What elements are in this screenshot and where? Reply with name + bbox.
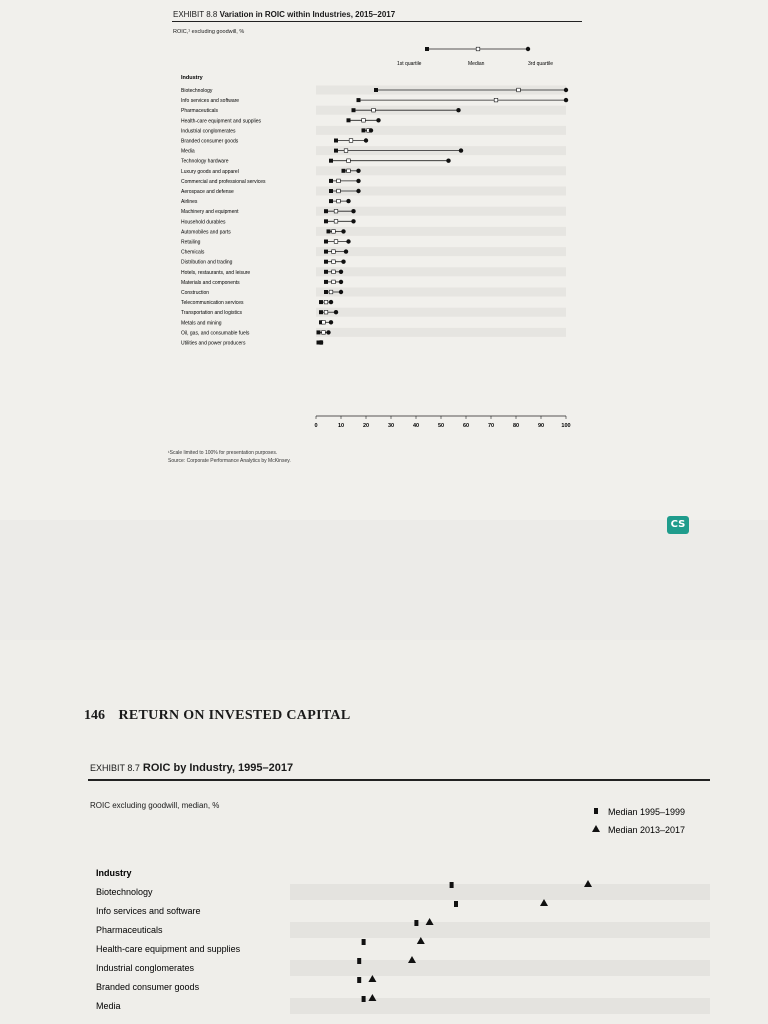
row-band [316,227,566,236]
median-marker [332,250,336,254]
median-marker [347,169,351,173]
row-band [290,998,710,1014]
quartile3-marker [356,179,360,183]
median-marker [332,280,336,284]
industry-label: Technology hardware [181,158,229,165]
median-1995-1999-marker [357,977,361,983]
quartile3-marker [341,260,345,264]
industry-label: Health-care equipment and supplies [181,118,262,125]
legend-quartile1-marker [425,47,429,51]
quartile3-marker [456,108,460,112]
quartile3-marker [564,88,568,92]
quartile1-marker [334,139,338,143]
median-1995-1999-marker [357,958,361,964]
median-2013-2017-marker [540,899,548,906]
quartile3-marker [446,159,450,163]
x-tick-label: 0 [314,423,318,429]
exhibit-top-footnote: ¹Scale limited to 100% for presentation purposes. [168,450,278,456]
quartile3-marker [376,118,380,122]
quartile1-marker [347,118,351,122]
quartile1-marker [329,179,333,183]
industry-label: Branded consumer goods [181,138,239,145]
industry-label: Oil, gas, and consumable fuels [181,330,250,337]
quartile1-marker [319,300,323,304]
quartile3-marker [344,249,348,253]
row-band [316,328,566,337]
industry-label: Commercial and professional services [181,178,266,185]
quartile1-marker [334,149,338,153]
median-marker [324,310,328,314]
median-2013-2017-marker [368,994,376,1001]
median-marker [337,179,341,183]
quartile3-marker [351,209,355,213]
exhibit-top-subtitle: ROIC,¹ excluding goodwill, % [173,29,245,35]
quartile1-marker [362,128,366,132]
median-1995-1999-marker [414,920,418,926]
x-tick-label: 100 [561,423,571,429]
quartile3-marker [364,138,368,142]
quartile3-marker [319,340,323,344]
industry-label: Retailing [181,239,201,246]
industry-label: Household durables [181,219,226,226]
median-1995-1999-marker [450,882,454,888]
exhibit-bottom-subtitle: ROIC excluding goodwill, median, % [90,801,220,810]
industry-label: Biotechnology [96,887,153,897]
x-tick-label: 10 [337,423,345,429]
median-marker [324,300,328,304]
legend-square-icon [594,808,598,814]
median-marker [332,260,336,264]
median-marker [332,230,336,234]
median-marker [337,199,341,203]
median-marker [322,321,326,325]
x-tick-label: 40 [412,423,420,429]
median-marker [517,88,521,92]
industry-label: Telecommunication services [181,300,244,307]
quartile1-marker [352,108,356,112]
row-band [290,960,710,976]
median-marker [372,108,376,112]
exhibit-top-source: Source: Corporate Performance Analytics by McKinsey. [168,458,291,464]
page-running-title: RETURN ON INVESTED CAPITAL [118,708,351,723]
median-marker [362,119,366,123]
median-marker [349,139,353,143]
quartile3-marker [339,280,343,284]
row-band [316,267,566,276]
quartile3-marker [339,290,343,294]
industry-label: Health-care equipment and supplies [96,944,241,954]
row-band [316,247,566,256]
row-band [316,126,566,135]
median-marker [347,159,351,163]
median-roic-chart [0,640,768,1024]
row-band [316,308,566,317]
industry-axis-label: Industry [181,75,203,81]
industry-label: Chemicals [181,249,205,256]
industry-label: Luxury goods and apparel [181,168,239,175]
median-1995-1999-marker [362,996,366,1002]
x-tick-label: 20 [362,423,370,429]
quartile1-marker [357,98,361,102]
median-2013-2017-marker [426,918,434,925]
industry-label: Info services and software [181,98,240,105]
industry-axis-label-bottom: Industry [96,868,132,878]
quartile3-marker [459,148,463,152]
x-tick-label: 50 [437,423,445,429]
row-band [290,884,710,900]
legend-label: Median [468,61,485,67]
median-marker [344,149,348,153]
x-tick-label: 80 [512,423,520,429]
industry-label: Utilities and power producers [181,340,246,347]
industry-label: Materials and components [181,279,240,286]
quartile3-marker [329,300,333,304]
quartile3-marker [339,270,343,274]
industry-label: Construction [181,290,210,296]
median-marker [329,290,333,294]
legend-label: 1st quartile [397,61,422,67]
legend-label: Median 1995–1999 [608,807,686,817]
quartile3-marker [356,189,360,193]
legend-label: 3rd quartile [528,61,554,67]
legend-quartile3-marker [526,47,530,51]
quartile3-marker [346,199,350,203]
legend-median-marker [476,47,480,51]
quartile1-marker [324,250,328,254]
exhibit-bottom-title: ROIC by Industry, 1995–2017 [142,762,294,774]
camscanner-badge: CS [667,516,689,534]
industry-label: Industrial conglomerates [181,128,236,135]
median-marker [332,270,336,274]
exhibit-top-number: EXHIBIT 8.8 [173,10,218,19]
industry-label: Info services and software [96,906,201,916]
median-2013-2017-marker [584,880,592,887]
median-marker [334,220,338,224]
industry-label: Hotels, restaurants, and leisure [181,269,251,276]
quartile1-marker [374,88,378,92]
median-1995-1999-marker [454,901,458,907]
industry-label: Media [181,148,195,155]
quartile1-marker [329,159,333,163]
industry-label: Transportation and logistics [181,310,242,317]
exhibit-bottom-number: EXHIBIT 8.7 [90,763,140,773]
quartile1-marker [324,209,328,213]
quartile1-marker [324,280,328,284]
quartile1-marker [317,330,321,334]
industry-label: Pharmaceuticals [96,925,163,935]
quartile1-marker [329,199,333,203]
quartile1-marker [342,169,346,173]
median-2013-2017-marker [417,937,425,944]
median-marker [322,331,326,335]
industry-label: Branded consumer goods [96,982,200,992]
x-tick-label: 60 [462,423,470,429]
quartile3-marker [326,330,330,334]
industry-label: Machinery and equipment [181,209,239,216]
quartile1-marker [324,260,328,264]
exhibit-top-title: Variation in ROIC within Industries, 2015–2017 [219,10,396,19]
industry-label: Media [96,1001,121,1011]
x-tick-label: 90 [537,423,545,429]
quartile3-marker [369,128,373,132]
quartile3-marker [334,310,338,314]
x-tick-label: 30 [387,423,395,429]
quartile3-marker [351,219,355,223]
median-2013-2017-marker [408,956,416,963]
industry-label: Metals and mining [181,320,222,327]
quartile1-marker [324,240,328,244]
industry-label: Distribution and trading [181,259,233,266]
variation-chart [0,0,768,460]
quartile3-marker [356,169,360,173]
median-1995-1999-marker [362,939,366,945]
industry-label: Aerospace and defense [181,189,234,195]
quartile3-marker [329,320,333,324]
row-band [290,922,710,938]
row-band [316,288,566,297]
industry-label: Automobiles and parts [181,229,231,236]
median-marker [337,189,341,193]
quartile3-marker [564,98,568,102]
industry-label: Industrial conglomerates [96,963,195,973]
quartile3-marker [341,229,345,233]
quartile3-marker [346,239,350,243]
industry-label: Biotechnology [181,88,213,94]
quartile1-marker [329,189,333,193]
page-number: 146 [84,708,105,723]
x-tick-label: 70 [487,423,495,429]
legend-triangle-icon [592,825,600,832]
legend-label: Median 2013–2017 [608,825,686,835]
median-2013-2017-marker [368,975,376,982]
quartile1-marker [319,310,323,314]
median-marker [334,240,338,244]
quartile1-marker [324,219,328,223]
quartile1-marker [324,290,328,294]
quartile1-marker [324,270,328,274]
industry-label: Pharmaceuticals [181,108,218,115]
quartile1-marker [327,229,331,233]
median-marker [334,209,338,213]
median-marker [494,98,498,102]
industry-label: Airlines [181,199,198,206]
